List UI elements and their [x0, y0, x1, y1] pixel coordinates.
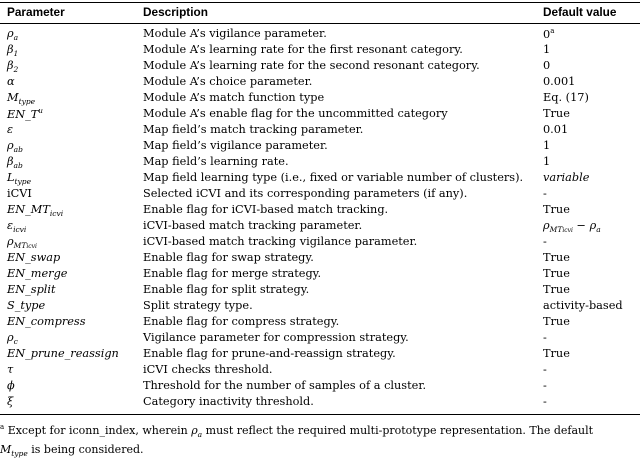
parameter-symbol: ρ: [7, 235, 14, 248]
table-row: [0, 363, 640, 379]
parameter-subscript: icvi: [13, 225, 27, 234]
default-footnote-marker: a: [550, 27, 555, 35]
default-value: 0: [543, 28, 551, 41]
default-value: -: [543, 235, 547, 248]
parameter-subscript-group: [14, 241, 37, 250]
default-value: True: [543, 203, 570, 216]
default-value: 0: [543, 59, 551, 72]
parameter-cell: [7, 267, 68, 280]
parameter-symbol: β: [7, 59, 14, 72]
parameter-subscript: 1: [13, 49, 19, 58]
table-row: [0, 107, 640, 123]
default-value: -: [543, 379, 547, 392]
parameter-subscript: ab: [13, 145, 23, 154]
parameter-symbol: EN_merge: [7, 267, 68, 280]
default-value-cell: [543, 379, 547, 392]
description-cell: iCVI-based match tracking vigilance parameter.: [143, 235, 418, 248]
default-value-cell: [543, 363, 547, 376]
parameter-cell: [7, 219, 26, 234]
parameter-symbol: α: [7, 75, 15, 88]
parameter-symbol: EN_prune_reassign: [7, 347, 119, 360]
table-row: [0, 235, 640, 251]
description-cell: Module A’s enable flag for the uncommitted category: [143, 107, 448, 120]
default-value-cell: [543, 155, 550, 168]
parameter-subscript: a: [13, 33, 19, 42]
description-cell: Enable flag for merge strategy.: [143, 267, 322, 280]
default-value: -: [543, 187, 547, 200]
default-value: ρ: [543, 219, 550, 232]
parameter-symbol: ϕ: [7, 379, 15, 392]
parameter-symbol: L: [7, 171, 15, 184]
parameter-symbol: ρ: [7, 331, 14, 344]
header-default-value: Default value: [543, 5, 617, 19]
description-cell: Map field’s learning rate.: [143, 155, 289, 168]
parameter-symbol: EN_compress: [7, 315, 86, 328]
parameter-cell: [7, 235, 37, 250]
table-row: [0, 379, 640, 395]
default-value-cell: [543, 123, 568, 136]
parameter-symbol: ρ: [7, 139, 14, 152]
table-row: [0, 299, 640, 315]
default-value: True: [543, 315, 570, 328]
table-row: [0, 203, 640, 219]
description-cell: Map field’s vigilance parameter.: [143, 139, 328, 152]
parameter-cell: [7, 43, 18, 58]
default-value: True: [543, 107, 570, 120]
description-cell: Module A’s choice parameter.: [143, 75, 313, 88]
description-cell: Map field learning type (i.e., fixed or variable number of clusters).: [143, 171, 524, 184]
footnote-text-2: is being considered.: [27, 443, 144, 456]
description-cell: Module A’s vigilance parameter.: [143, 27, 327, 40]
default-value-cell: [543, 187, 547, 200]
parameter-symbol: M: [7, 91, 19, 104]
default-value-cell: [543, 251, 570, 264]
parameter-symbol: EN_T: [7, 108, 39, 121]
default-value-cell: [543, 27, 554, 41]
parameter-cell: [7, 107, 43, 121]
default-value: 1: [543, 155, 551, 168]
default-value: True: [543, 283, 570, 296]
default-value-cell: [543, 139, 550, 152]
table-row: [0, 395, 640, 411]
table-row: [0, 251, 640, 267]
parameter-cell: [7, 395, 13, 408]
parameter-cell: [7, 331, 18, 346]
table-row: [0, 315, 640, 331]
parameter-symbol: EN_split: [7, 283, 56, 296]
default-value-cell: [543, 283, 570, 296]
table-row: [0, 123, 640, 139]
parameter-symbol: ρ: [7, 27, 14, 40]
description-cell: Category inactivity threshold.: [143, 395, 314, 408]
default-value-cell: [543, 235, 547, 248]
default-value: True: [543, 251, 570, 264]
parameter-cell: [7, 27, 18, 42]
parameter-subscript: ab: [13, 161, 23, 170]
default-value: activity-based: [543, 299, 623, 312]
default-value-cell: [543, 331, 547, 344]
parameter-symbol: S_type: [7, 299, 46, 312]
description-cell: Threshold for the number of samples of a cluster.: [143, 379, 427, 392]
description-cell: Selected iCVI and its corresponding parameters (if any).: [143, 187, 468, 200]
default-value: 1: [543, 139, 551, 152]
description-cell: Enable flag for compress strategy.: [143, 315, 340, 328]
parameter-cell: [7, 347, 119, 360]
parameter-cell: [7, 363, 13, 376]
table-row: [0, 347, 640, 363]
table-row: [0, 27, 640, 43]
default-value-cell: [543, 171, 589, 184]
parameter-cell: [7, 139, 23, 154]
default-subscript-group: [550, 225, 573, 234]
description-cell: iCVI-based match tracking parameter.: [143, 219, 363, 232]
table-row: [0, 91, 640, 107]
default-value: Eq. (17): [543, 91, 589, 104]
description-cell: Split strategy type.: [143, 299, 253, 312]
description-cell: Module A’s match function type: [143, 91, 325, 104]
footnote-text-1a: Except for iconn_index, wherein: [7, 424, 192, 437]
table-bottom-rule: [0, 414, 640, 415]
parameter-subscript: MT: [13, 241, 27, 250]
default-value-cell: [543, 91, 589, 104]
parameter-symbol: ξ: [7, 395, 14, 408]
parameter-cell: [7, 299, 45, 312]
parameter-symbol: EN_swap: [7, 251, 61, 264]
table-row: [0, 267, 640, 283]
parameter-subscript: type: [18, 97, 36, 106]
footnote-rho: ρ: [191, 424, 198, 437]
table-row: [0, 59, 640, 75]
default-value: variable: [543, 171, 590, 184]
default-value-cell: [543, 267, 570, 280]
default-value-cell: [543, 107, 570, 120]
parameter-cell: [7, 155, 23, 170]
default-value: 0.01: [543, 123, 569, 136]
default-tail-subscript: a: [596, 225, 601, 234]
description-cell: iCVI checks threshold.: [143, 363, 273, 376]
parameter-cell: [7, 75, 15, 88]
default-value: -: [543, 331, 547, 344]
footnote-rho-sub: a: [197, 430, 203, 439]
default-value-cell: [543, 219, 601, 234]
default-value: 1: [543, 43, 551, 56]
parameter-cell: [7, 187, 32, 200]
table-row: [0, 187, 640, 203]
header-description: Description: [143, 5, 208, 19]
parameter-symbol: β: [7, 155, 14, 168]
parameter-cell: [7, 315, 86, 328]
description-cell: Vigilance parameter for compression strategy.: [143, 331, 409, 344]
default-tail: − ρ: [572, 219, 597, 232]
parameter-subscript: type: [14, 177, 32, 186]
table-row: [0, 75, 640, 91]
description-cell: Module A’s learning rate for the second resonant category.: [143, 59, 480, 72]
description-cell: Enable flag for iCVI-based match tracking.: [143, 203, 389, 216]
parameter-cell: [7, 91, 35, 106]
table-header-rule: [0, 23, 640, 24]
default-value: -: [543, 363, 547, 376]
table-row: [0, 219, 640, 235]
parameter-symbol: ε: [7, 123, 14, 136]
parameter-symbol: EN_MT: [7, 203, 50, 216]
default-value: True: [543, 267, 570, 280]
parameter-subscript: c: [13, 337, 18, 346]
parameter-subscript: icvi: [49, 209, 64, 218]
parameter-cell: [7, 171, 31, 186]
footnote-m: M: [0, 443, 12, 456]
table-row: [0, 155, 640, 171]
parameter-cell: [7, 203, 63, 218]
header-parameter: Parameter: [7, 5, 65, 19]
description-cell: Map field’s match tracking parameter.: [143, 123, 364, 136]
description-cell: Enable flag for prune-and-reassign strategy.: [143, 347, 396, 360]
parameter-cell: [7, 379, 15, 392]
parameter-superscript: u: [38, 107, 43, 115]
default-value-cell: [543, 203, 570, 216]
default-value-cell: [543, 347, 570, 360]
default-subsubscript: icvi: [562, 227, 573, 234]
default-value-cell: [543, 315, 570, 328]
default-value-cell: [543, 43, 550, 56]
default-value: 0.001: [543, 75, 576, 88]
default-value-cell: [543, 75, 575, 88]
table-row: [0, 171, 640, 187]
description-cell: Enable flag for swap strategy.: [143, 251, 314, 264]
default-value: -: [543, 395, 547, 408]
parameter-subsubscript: icvi: [26, 243, 37, 250]
parameter-cell: [7, 251, 60, 264]
parameter-symbol: iCVI: [7, 187, 32, 200]
table-footnote: [0, 420, 640, 461]
default-value-cell: [543, 59, 550, 72]
table-top-rule: [0, 2, 640, 3]
parameter-cell: [7, 283, 56, 296]
default-value-cell: [543, 395, 547, 408]
default-subscript: MT: [549, 225, 563, 234]
description-cell: Enable flag for split strategy.: [143, 283, 310, 296]
parameter-subscript: 2: [13, 65, 19, 74]
parameter-symbol: β: [7, 43, 14, 56]
default-value-cell: [543, 299, 623, 312]
parameter-cell: [7, 59, 18, 74]
table-row: [0, 283, 640, 299]
table-row: [0, 43, 640, 59]
parameter-symbol: ε: [7, 219, 14, 232]
footnote-text-1b: must reflect the required multi-prototype representation. The default: [202, 424, 594, 437]
parameter-symbol: τ: [7, 363, 14, 376]
parameter-cell: [7, 123, 13, 136]
footnote-marker: a: [0, 423, 5, 431]
footnote-m-sub: type: [11, 449, 28, 458]
table-row: [0, 331, 640, 347]
description-cell: Module A’s learning rate for the first resonant category.: [143, 43, 463, 56]
table-row: [0, 139, 640, 155]
default-value: True: [543, 347, 570, 360]
